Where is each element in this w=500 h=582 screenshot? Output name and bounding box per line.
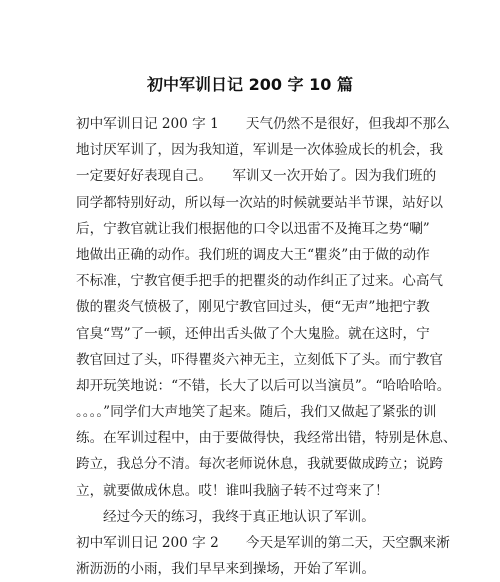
text-line: 不标准，宁教官便手把手的把瞿炎的动作纠正了过来。心高气 — [76, 273, 444, 290]
document-body — [76, 111, 457, 582]
text-line: 却开玩笑地说：“不错，长大了以后可以当演员”。“哈哈哈哈。 — [76, 377, 451, 394]
text-line: 淅沥沥的小雨，我们早早来到操场，开始了军训。 — [76, 561, 376, 578]
text-line: 傲的瞿炎气愤极了，刚见宁教官回过头，便“无声”地把宁教 — [76, 299, 430, 316]
text-line: 跨立，我总分不清。每次老师说休息，我就要做成跨立；说跨 — [76, 456, 444, 473]
text-line: 初中军训日记 200 字 1 天气仍然不是很好，但我却不那么 — [76, 116, 450, 132]
text-line: 。。。。”同学们大声地笑了起来。随后，我们又做起了紧张的训 — [76, 404, 437, 421]
text-line: 后，宁教官就让我们根据他的口令以迅雷不及掩耳之势“唰” — [76, 220, 430, 237]
text-line: 官臭“骂”了一顿，还伸出舌头做了个大鬼脸。就在这时，宁 — [76, 325, 430, 342]
text-line: 一定要好好表现自己。 军训又一次开始了。因为我们班的 — [76, 168, 437, 185]
text-line: 地做出正确的动作。我们班的调皮大王“瞿炎”由于做的动作 — [76, 246, 430, 263]
text-line: 经过今天的练习，我终于真正地认识了军训。 — [103, 508, 375, 525]
document-title: 初中军训日记 200 字 10 篇 — [147, 75, 353, 94]
text-line: 同学都特别好动，所以每一次站的时候就要站半节课，站好以 — [76, 194, 444, 211]
text-line: 教官回过了头，吓得瞿炎六神无主，立刻低下了头。而宁教官 — [76, 351, 444, 368]
text-line: 立，就要做成休息。哎！谁叫我脑子转不过弯来了！ — [76, 482, 389, 499]
text-line: 练。在军训过程中，由于要做得快，我经常出错，特别是休息、 — [76, 430, 457, 447]
text-line: 地讨厌军训了，因为我知道，军训是一次体验成长的机会，我 — [76, 142, 444, 159]
text-line: 初中军训日记 200 字 2 今天是军训的第二天，天空飘来淅 — [76, 535, 450, 551]
